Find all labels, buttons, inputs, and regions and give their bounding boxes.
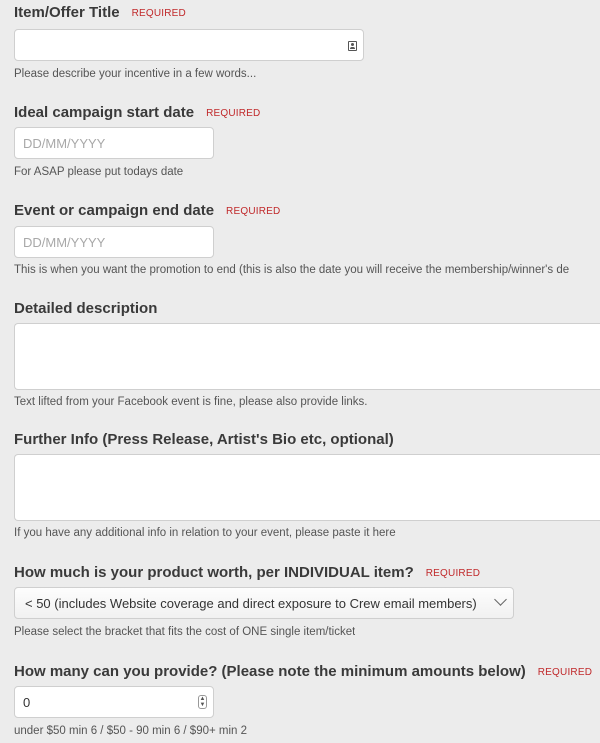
field-start-date — [14, 103, 600, 178]
end-date-help: This is when you want the promotion to end (this is also the date you will receive the membership/winner's de — [14, 264, 570, 276]
worth-select[interactable] — [14, 587, 514, 619]
worth-label: How much is your product worth, per INDIVIDUAL item? REQUIRED — [14, 564, 481, 581]
required-badge: REQUIRED — [537, 667, 593, 678]
worth-selected-value: < 50 (includes Website coverage and direct exposure to Crew email members) — [25, 596, 477, 611]
start-date-label: Ideal campaign start date REQUIRED — [14, 104, 261, 121]
further-info-textarea[interactable] — [14, 454, 600, 521]
further-info-label: Further Info (Press Release, Artist's Bio etc, optional) — [14, 431, 394, 448]
field-worth — [14, 563, 600, 638]
field-quantity — [14, 662, 600, 737]
quantity-label: How many can you provide? (Please note the minimum amounts below) REQUIRED — [14, 663, 593, 680]
quantity-value: 0 — [23, 695, 31, 710]
description-help: Text lifted from your Facebook event is fine, please also provide links. — [14, 396, 368, 408]
start-date-placeholder: DD/MM/YYYY — [23, 136, 106, 151]
further-info-help: If you have any additional info in relation to your event, please paste it here — [14, 527, 396, 539]
required-badge: REQUIRED — [425, 568, 481, 579]
worth-help: Please select the bracket that fits the cost of ONE single item/ticket — [14, 626, 356, 638]
quantity-help: under $50 min 6 / $50 - 90 min 6 / $90+ min 2 — [14, 725, 248, 737]
end-date-label: Event or campaign end date REQUIRED — [14, 202, 281, 219]
description-label: Detailed description — [14, 300, 158, 317]
end-date-placeholder: DD/MM/YYYY — [23, 235, 106, 250]
start-date-help: For ASAP please put todays date — [14, 166, 184, 178]
item-title-help: Please describe your incentive in a few words... — [14, 68, 257, 80]
stepper-icon[interactable]: ▲ ▼ — [199, 696, 206, 708]
item-title-label: Item/Offer Title REQUIRED — [14, 4, 186, 21]
item-title-input[interactable] — [14, 29, 364, 61]
required-badge: REQUIRED — [226, 206, 281, 217]
contact-card-icon[interactable] — [348, 41, 357, 51]
field-further-info — [14, 430, 600, 539]
required-badge: REQUIRED — [131, 8, 186, 19]
description-textarea[interactable] — [14, 323, 600, 390]
field-item-title — [14, 3, 600, 80]
field-description — [14, 299, 600, 408]
end-date-input[interactable] — [14, 226, 214, 258]
field-end-date — [14, 201, 600, 276]
chevron-down-icon[interactable] — [494, 593, 507, 606]
quantity-stepper[interactable] — [14, 686, 214, 718]
start-date-input[interactable] — [14, 127, 214, 159]
required-badge: REQUIRED — [206, 108, 261, 119]
